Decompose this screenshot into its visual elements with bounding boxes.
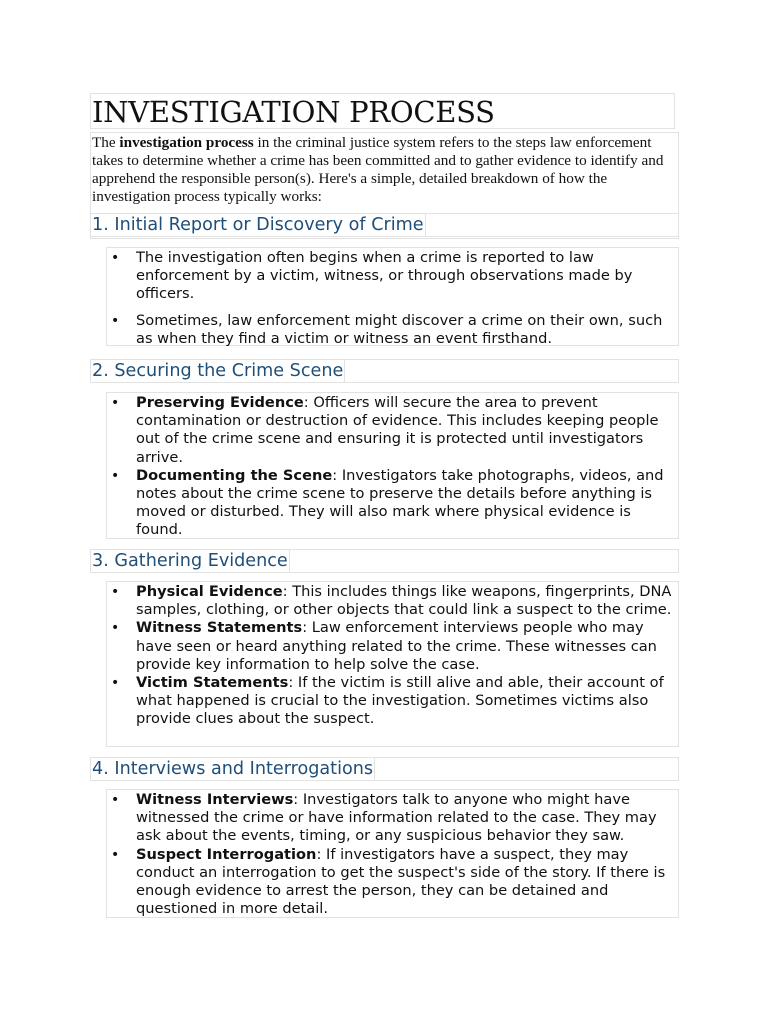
section-4-list (106, 789, 679, 918)
page-title: INVESTIGATION PROCESS (92, 94, 495, 129)
list-item (107, 619, 676, 674)
section-1-heading-box (90, 213, 679, 237)
list-item-term: Documenting the Scene (136, 466, 333, 484)
bullet-icon: • (111, 467, 120, 484)
intro-text-start: The (92, 134, 120, 151)
bullet-icon: • (111, 792, 120, 808)
list-item (107, 583, 676, 619)
section-2-heading-box (90, 359, 679, 383)
list-item-text: Sometimes, law enforcement might discover a crime on their own, such as when they find a victim or witness an event firsthand. (136, 311, 663, 347)
list-item-text: The investigation often begins when a crime is reported to law enforcement by a victim, witness, or through observations made by officers. (136, 249, 633, 303)
list-item (107, 674, 676, 729)
section-3-heading-box (90, 549, 679, 573)
document-page (90, 93, 679, 918)
section-2-list (106, 392, 679, 539)
section-1 (90, 213, 679, 346)
list-item-text: : Investigators take photographs, videos, and notes about the crime scene to preserve the details before anything is moved or disturbed. They will also mark where physical evidence is found. (136, 466, 664, 539)
bullet-icon: • (111, 395, 120, 411)
bullet-icon: • (111, 846, 120, 863)
list-item-text: : Investigators talk to anyone who might have witnessed the crime or have information related to the case. They may ask about the events, timing, or any suspicious behavior they saw. (136, 791, 657, 845)
list-item-term: Suspect Interrogation (136, 845, 317, 863)
bullet-icon: • (111, 620, 120, 637)
title-box (90, 93, 675, 129)
section-4-heading-box (90, 757, 679, 781)
list-item-text: : Officers will secure the area to prevent contamination or destruction of evidence. This includes keeping people out of the crime scene and ensuring it is protected until investigators arrive. (136, 394, 659, 466)
section-2-heading: 2. Securing the Crime Scene (92, 361, 344, 381)
list-item-term: Physical Evidence (136, 583, 283, 600)
intro-bold-term: investigation process (119, 134, 254, 151)
list-item (107, 846, 676, 919)
section-4-heading: 4. Interviews and Interrogations (92, 759, 374, 779)
list-item (107, 394, 676, 467)
list-item-text: : Law enforcement interviews people who may have seen or heard anything related to the crime. These witnesses can provide key information to help solve the case. (136, 619, 657, 673)
section-3 (90, 549, 679, 747)
list-item (107, 791, 676, 846)
section-2 (90, 359, 679, 539)
bullet-icon: • (111, 312, 120, 329)
section-1-heading: 1. Initial Report or Discovery of Crime (92, 215, 424, 235)
list-item-term: Preserving Evidence (136, 394, 304, 411)
section-4 (90, 757, 679, 918)
list-item-term: Witness Interviews (136, 791, 294, 808)
bullet-icon: • (111, 675, 120, 692)
list-item-text: : If investigators have a suspect, they may conduct an interrogation to get the suspect's side of the story. If there is enough evidence to arrest the person, they can be detained and questioned in more detail. (136, 845, 666, 918)
bullet-icon: • (111, 584, 120, 600)
intro-text-rest: in the criminal justice system refers to the steps law enforcement takes to determine whether a crime has been committed and to gather evidence to identify and apprehend the responsible person(s). Here's a simple, detailed breakdown of how the investigation process typically works: (92, 134, 664, 205)
list-item-term: Witness Statements (136, 619, 303, 637)
list-item-term: Victim Statements (136, 674, 289, 692)
section-3-heading: 3. Gathering Evidence (92, 551, 288, 571)
list-item-text: : This includes things like weapons, fingerprints, DNA samples, clothing, or other objects that could link a suspect to the crime. (136, 583, 672, 619)
bullet-icon: • (111, 250, 120, 266)
section-3-list (106, 581, 679, 747)
list-item-text: : If the victim is still alive and able, their account of what happened is crucial to the investigation. Sometimes victims also provide clues about the suspect. (136, 674, 664, 728)
section-1-list (106, 247, 679, 346)
list-item (107, 467, 676, 540)
list-item (107, 249, 676, 304)
list-item (107, 312, 676, 348)
